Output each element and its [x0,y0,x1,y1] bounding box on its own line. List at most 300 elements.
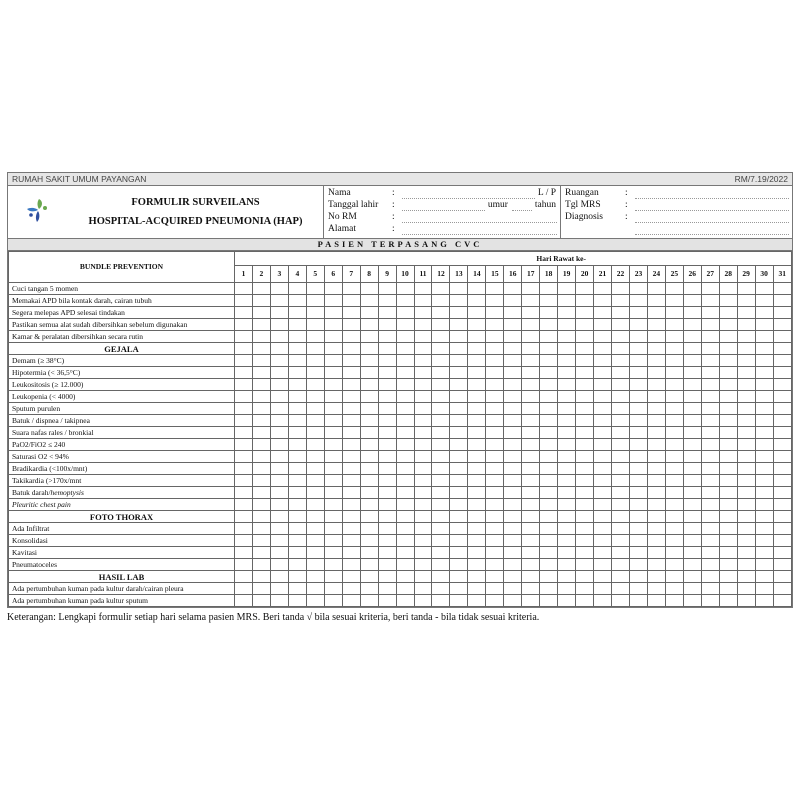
day-check-cell[interactable] [432,535,450,547]
diagnosis-field[interactable] [635,214,789,223]
day-check-cell[interactable] [719,475,737,487]
day-check-cell[interactable] [342,295,360,307]
day-check-cell[interactable] [414,511,432,523]
day-check-cell[interactable] [270,355,288,367]
day-check-cell[interactable] [468,331,486,343]
day-check-cell[interactable] [486,403,504,415]
day-check-cell[interactable] [755,283,773,295]
day-check-cell[interactable] [737,307,755,319]
day-check-cell[interactable] [755,355,773,367]
day-check-cell[interactable] [612,295,630,307]
day-check-cell[interactable] [683,343,701,355]
day-check-cell[interactable] [683,535,701,547]
day-check-cell[interactable] [432,295,450,307]
day-check-cell[interactable] [522,343,540,355]
day-check-cell[interactable] [504,403,522,415]
day-check-cell[interactable] [773,499,791,511]
day-check-cell[interactable] [576,499,594,511]
day-check-cell[interactable] [270,331,288,343]
day-check-cell[interactable] [414,427,432,439]
day-check-cell[interactable] [288,427,306,439]
day-check-cell[interactable] [647,547,665,559]
day-check-cell[interactable] [288,379,306,391]
day-check-cell[interactable] [629,559,647,571]
day-check-cell[interactable] [558,535,576,547]
day-check-cell[interactable] [432,367,450,379]
day-check-cell[interactable] [504,319,522,331]
day-check-cell[interactable] [342,439,360,451]
day-check-cell[interactable] [737,355,755,367]
day-check-cell[interactable] [576,391,594,403]
day-check-cell[interactable] [288,343,306,355]
day-check-cell[interactable] [235,391,253,403]
day-check-cell[interactable] [629,295,647,307]
day-check-cell[interactable] [629,319,647,331]
day-check-cell[interactable] [235,283,253,295]
day-check-cell[interactable] [576,535,594,547]
day-check-cell[interactable] [755,295,773,307]
day-check-cell[interactable] [522,535,540,547]
day-check-cell[interactable] [558,283,576,295]
day-check-cell[interactable] [576,559,594,571]
day-check-cell[interactable] [665,295,683,307]
day-check-cell[interactable] [235,463,253,475]
day-check-cell[interactable] [594,439,612,451]
day-check-cell[interactable] [701,583,719,595]
day-check-cell[interactable] [629,499,647,511]
day-check-cell[interactable] [576,571,594,583]
day-check-cell[interactable] [378,403,396,415]
day-check-cell[interactable] [486,463,504,475]
day-check-cell[interactable] [719,403,737,415]
day-check-cell[interactable] [468,295,486,307]
day-check-cell[interactable] [432,319,450,331]
day-check-cell[interactable] [612,427,630,439]
day-check-cell[interactable] [701,367,719,379]
day-check-cell[interactable] [414,487,432,499]
day-check-cell[interactable] [414,571,432,583]
day-check-cell[interactable] [342,331,360,343]
day-check-cell[interactable] [665,523,683,535]
day-check-cell[interactable] [306,403,324,415]
day-check-cell[interactable] [719,427,737,439]
day-check-cell[interactable] [755,547,773,559]
day-check-cell[interactable] [324,499,342,511]
day-check-cell[interactable] [755,319,773,331]
day-check-cell[interactable] [540,523,558,535]
day-check-cell[interactable] [342,283,360,295]
day-check-cell[interactable] [288,475,306,487]
day-check-cell[interactable] [450,547,468,559]
day-check-cell[interactable] [683,307,701,319]
day-check-cell[interactable] [432,379,450,391]
day-check-cell[interactable] [701,463,719,475]
day-check-cell[interactable] [612,511,630,523]
day-check-cell[interactable] [235,499,253,511]
day-check-cell[interactable] [576,439,594,451]
day-check-cell[interactable] [432,307,450,319]
day-check-cell[interactable] [773,595,791,607]
day-check-cell[interactable] [342,583,360,595]
day-check-cell[interactable] [594,523,612,535]
day-check-cell[interactable] [468,559,486,571]
day-check-cell[interactable] [558,403,576,415]
day-check-cell[interactable] [683,283,701,295]
day-check-cell[interactable] [468,379,486,391]
day-check-cell[interactable] [486,511,504,523]
day-check-cell[interactable] [701,571,719,583]
day-check-cell[interactable] [324,367,342,379]
day-check-cell[interactable] [235,559,253,571]
day-check-cell[interactable] [576,583,594,595]
day-check-cell[interactable] [504,283,522,295]
day-check-cell[interactable] [594,379,612,391]
day-check-cell[interactable] [773,343,791,355]
day-check-cell[interactable] [450,367,468,379]
day-check-cell[interactable] [755,391,773,403]
day-check-cell[interactable] [235,547,253,559]
day-check-cell[interactable] [558,523,576,535]
day-check-cell[interactable] [378,439,396,451]
day-check-cell[interactable] [432,511,450,523]
day-check-cell[interactable] [576,403,594,415]
day-check-cell[interactable] [701,343,719,355]
day-check-cell[interactable] [737,295,755,307]
day-check-cell[interactable] [270,283,288,295]
day-check-cell[interactable] [270,451,288,463]
day-check-cell[interactable] [773,535,791,547]
day-check-cell[interactable] [522,439,540,451]
day-check-cell[interactable] [450,283,468,295]
day-check-cell[interactable] [612,307,630,319]
day-check-cell[interactable] [235,535,253,547]
day-check-cell[interactable] [288,367,306,379]
day-check-cell[interactable] [414,583,432,595]
day-check-cell[interactable] [576,463,594,475]
day-check-cell[interactable] [270,523,288,535]
day-check-cell[interactable] [270,391,288,403]
day-check-cell[interactable] [378,415,396,427]
day-check-cell[interactable] [235,571,253,583]
day-check-cell[interactable] [235,307,253,319]
day-check-cell[interactable] [396,367,414,379]
day-check-cell[interactable] [522,511,540,523]
day-check-cell[interactable] [252,559,270,571]
day-check-cell[interactable] [629,571,647,583]
day-check-cell[interactable] [396,511,414,523]
day-check-cell[interactable] [522,319,540,331]
day-check-cell[interactable] [432,499,450,511]
day-check-cell[interactable] [235,343,253,355]
day-check-cell[interactable] [306,535,324,547]
day-check-cell[interactable] [360,415,378,427]
day-check-cell[interactable] [414,391,432,403]
tgl-mrs-field[interactable] [635,202,789,211]
day-check-cell[interactable] [468,523,486,535]
day-check-cell[interactable] [612,367,630,379]
day-check-cell[interactable] [540,559,558,571]
day-check-cell[interactable] [306,331,324,343]
day-check-cell[interactable] [594,511,612,523]
day-check-cell[interactable] [414,523,432,535]
day-check-cell[interactable] [486,331,504,343]
day-check-cell[interactable] [594,571,612,583]
day-check-cell[interactable] [450,427,468,439]
day-check-cell[interactable] [629,583,647,595]
day-check-cell[interactable] [450,523,468,535]
day-check-cell[interactable] [306,379,324,391]
day-check-cell[interactable] [576,595,594,607]
day-check-cell[interactable] [378,319,396,331]
day-check-cell[interactable] [522,283,540,295]
day-check-cell[interactable] [755,427,773,439]
day-check-cell[interactable] [252,343,270,355]
ruangan-field[interactable] [635,190,789,199]
day-check-cell[interactable] [324,415,342,427]
day-check-cell[interactable] [773,427,791,439]
day-check-cell[interactable] [468,535,486,547]
day-check-cell[interactable] [378,499,396,511]
day-check-cell[interactable] [701,523,719,535]
day-check-cell[interactable] [773,559,791,571]
day-check-cell[interactable] [468,511,486,523]
day-check-cell[interactable] [270,535,288,547]
day-check-cell[interactable] [773,511,791,523]
day-check-cell[interactable] [647,571,665,583]
day-check-cell[interactable] [683,451,701,463]
day-check-cell[interactable] [306,415,324,427]
day-check-cell[interactable] [612,559,630,571]
day-check-cell[interactable] [486,583,504,595]
day-check-cell[interactable] [701,307,719,319]
day-check-cell[interactable] [324,391,342,403]
day-check-cell[interactable] [414,451,432,463]
day-check-cell[interactable] [252,403,270,415]
day-check-cell[interactable] [342,355,360,367]
day-check-cell[interactable] [486,571,504,583]
day-check-cell[interactable] [540,595,558,607]
day-check-cell[interactable] [486,343,504,355]
day-check-cell[interactable] [594,547,612,559]
day-check-cell[interactable] [504,559,522,571]
day-check-cell[interactable] [504,475,522,487]
day-check-cell[interactable] [306,463,324,475]
day-check-cell[interactable] [647,319,665,331]
day-check-cell[interactable] [683,487,701,499]
day-check-cell[interactable] [450,415,468,427]
day-check-cell[interactable] [594,427,612,439]
day-check-cell[interactable] [324,451,342,463]
day-check-cell[interactable] [432,583,450,595]
nama-field[interactable] [402,190,535,199]
day-check-cell[interactable] [540,367,558,379]
day-check-cell[interactable] [719,511,737,523]
day-check-cell[interactable] [755,403,773,415]
day-check-cell[interactable] [594,307,612,319]
day-check-cell[interactable] [288,415,306,427]
day-check-cell[interactable] [235,427,253,439]
day-check-cell[interactable] [665,451,683,463]
day-check-cell[interactable] [737,559,755,571]
day-check-cell[interactable] [594,559,612,571]
day-check-cell[interactable] [396,427,414,439]
day-check-cell[interactable] [540,403,558,415]
day-check-cell[interactable] [558,499,576,511]
day-check-cell[interactable] [773,355,791,367]
day-check-cell[interactable] [396,439,414,451]
day-check-cell[interactable] [612,283,630,295]
day-check-cell[interactable] [612,403,630,415]
day-check-cell[interactable] [594,367,612,379]
day-check-cell[interactable] [558,487,576,499]
day-check-cell[interactable] [468,595,486,607]
day-check-cell[interactable] [252,367,270,379]
day-check-cell[interactable] [288,283,306,295]
day-check-cell[interactable] [486,523,504,535]
day-check-cell[interactable] [360,559,378,571]
day-check-cell[interactable] [683,331,701,343]
day-check-cell[interactable] [270,295,288,307]
day-check-cell[interactable] [773,283,791,295]
day-check-cell[interactable] [252,511,270,523]
day-check-cell[interactable] [306,571,324,583]
day-check-cell[interactable] [450,295,468,307]
day-check-cell[interactable] [665,475,683,487]
day-check-cell[interactable] [665,571,683,583]
day-check-cell[interactable] [342,523,360,535]
day-check-cell[interactable] [540,487,558,499]
day-check-cell[interactable] [522,499,540,511]
day-check-cell[interactable] [540,475,558,487]
day-check-cell[interactable] [396,463,414,475]
day-check-cell[interactable] [683,475,701,487]
day-check-cell[interactable] [522,427,540,439]
day-check-cell[interactable] [306,451,324,463]
day-check-cell[interactable] [737,499,755,511]
day-check-cell[interactable] [342,487,360,499]
day-check-cell[interactable] [342,403,360,415]
day-check-cell[interactable] [486,307,504,319]
day-check-cell[interactable] [504,463,522,475]
day-check-cell[interactable] [701,511,719,523]
day-check-cell[interactable] [324,427,342,439]
day-check-cell[interactable] [432,391,450,403]
day-check-cell[interactable] [235,451,253,463]
day-check-cell[interactable] [396,487,414,499]
day-check-cell[interactable] [270,367,288,379]
day-check-cell[interactable] [647,559,665,571]
day-check-cell[interactable] [683,547,701,559]
day-check-cell[interactable] [270,319,288,331]
day-check-cell[interactable] [306,559,324,571]
day-check-cell[interactable] [647,283,665,295]
day-check-cell[interactable] [432,283,450,295]
day-check-cell[interactable] [701,475,719,487]
day-check-cell[interactable] [594,463,612,475]
day-check-cell[interactable] [252,283,270,295]
day-check-cell[interactable] [558,511,576,523]
day-check-cell[interactable] [755,595,773,607]
day-check-cell[interactable] [558,427,576,439]
day-check-cell[interactable] [288,451,306,463]
day-check-cell[interactable] [468,355,486,367]
day-check-cell[interactable] [647,439,665,451]
day-check-cell[interactable] [558,559,576,571]
day-check-cell[interactable] [719,343,737,355]
day-check-cell[interactable] [306,343,324,355]
day-check-cell[interactable] [450,499,468,511]
day-check-cell[interactable] [270,511,288,523]
day-check-cell[interactable] [665,427,683,439]
day-check-cell[interactable] [450,559,468,571]
day-check-cell[interactable] [755,307,773,319]
day-check-cell[interactable] [450,595,468,607]
day-check-cell[interactable] [486,415,504,427]
day-check-cell[interactable] [719,523,737,535]
day-check-cell[interactable] [755,487,773,499]
day-check-cell[interactable] [594,283,612,295]
day-check-cell[interactable] [432,343,450,355]
day-check-cell[interactable] [414,547,432,559]
day-check-cell[interactable] [378,343,396,355]
day-check-cell[interactable] [270,403,288,415]
day-check-cell[interactable] [773,439,791,451]
day-check-cell[interactable] [683,295,701,307]
day-check-cell[interactable] [252,319,270,331]
day-check-cell[interactable] [612,523,630,535]
day-check-cell[interactable] [701,427,719,439]
day-check-cell[interactable] [773,415,791,427]
day-check-cell[interactable] [647,343,665,355]
day-check-cell[interactable] [378,595,396,607]
day-check-cell[interactable] [342,451,360,463]
day-check-cell[interactable] [270,547,288,559]
day-check-cell[interactable] [360,499,378,511]
day-check-cell[interactable] [647,415,665,427]
day-check-cell[interactable] [558,367,576,379]
day-check-cell[interactable] [558,415,576,427]
day-check-cell[interactable] [252,427,270,439]
day-check-cell[interactable] [270,343,288,355]
alamat-field[interactable] [402,226,557,235]
day-check-cell[interactable] [450,331,468,343]
day-check-cell[interactable] [252,487,270,499]
day-check-cell[interactable] [414,307,432,319]
day-check-cell[interactable] [719,583,737,595]
day-check-cell[interactable] [360,451,378,463]
day-check-cell[interactable] [737,511,755,523]
day-check-cell[interactable] [755,559,773,571]
day-check-cell[interactable] [235,595,253,607]
day-check-cell[interactable] [522,415,540,427]
day-check-cell[interactable] [629,331,647,343]
day-check-cell[interactable] [360,391,378,403]
day-check-cell[interactable] [432,451,450,463]
day-check-cell[interactable] [414,415,432,427]
day-check-cell[interactable] [665,379,683,391]
day-check-cell[interactable] [773,583,791,595]
day-check-cell[interactable] [360,427,378,439]
day-check-cell[interactable] [701,403,719,415]
day-check-cell[interactable] [576,427,594,439]
day-check-cell[interactable] [324,379,342,391]
day-check-cell[interactable] [235,355,253,367]
day-check-cell[interactable] [701,559,719,571]
day-check-cell[interactable] [450,487,468,499]
day-check-cell[interactable] [360,595,378,607]
day-check-cell[interactable] [468,403,486,415]
day-check-cell[interactable] [737,535,755,547]
